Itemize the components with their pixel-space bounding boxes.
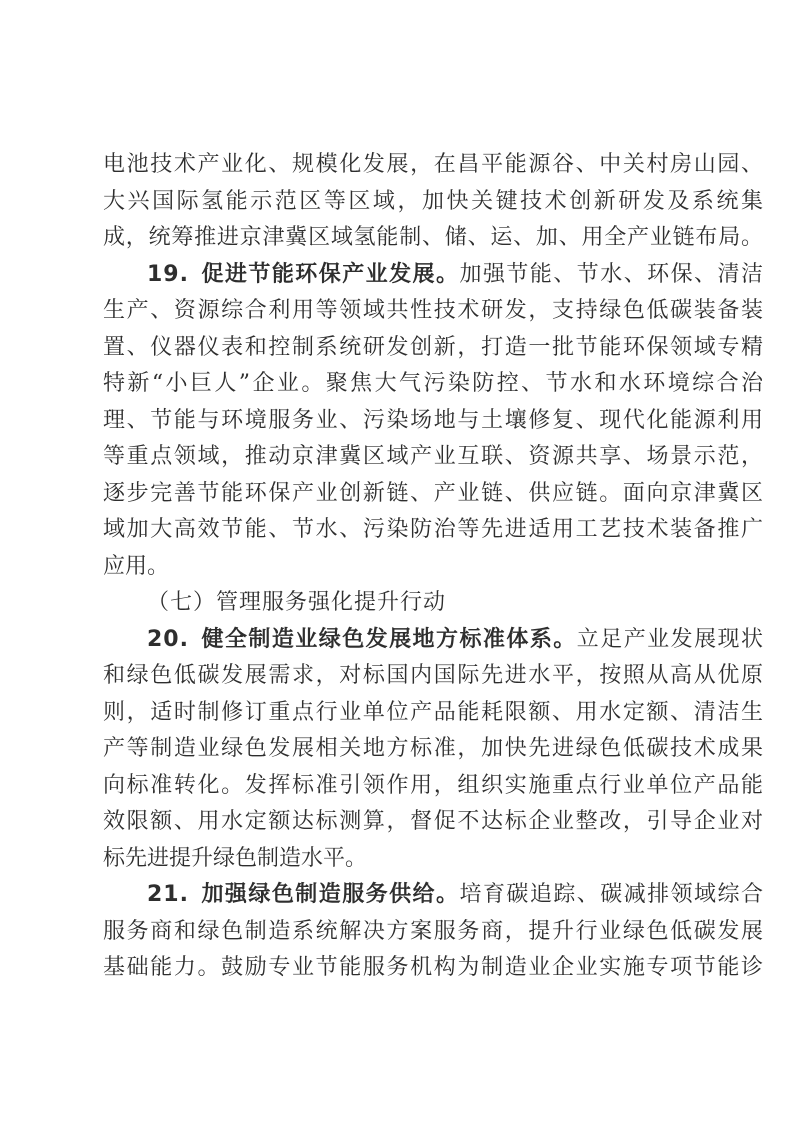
body-line (103, 512, 763, 549)
body-line-text: 逐步完善节能环保产业创新链、产业链、供应链。面向京津冀区 (103, 480, 763, 506)
item-title: 加强绿色制造服务供给。 (199, 882, 460, 907)
body-line (103, 658, 763, 695)
body-line-text: 加强节能、节水、环保、清洁 (459, 261, 763, 287)
body-line-text: 电池技术产业化、规模化发展，在昌平能源谷、中关村房山园、 (103, 152, 763, 177)
body-line-text: 域加大高效节能、节水、污染防治等先进适用工艺技术装备推广 (103, 517, 763, 542)
body-line (103, 731, 763, 768)
body-line (103, 366, 763, 403)
numbered-item-20-lead-line (103, 622, 763, 659)
body-line (103, 147, 763, 184)
numbered-item-19-lead-line (103, 257, 763, 294)
body-line-text: 成，统筹推进京津冀区域氢能制、储、运、加、用全产业链布局。 (103, 225, 763, 250)
numbered-item-21-lead-line (103, 877, 763, 914)
section-heading (103, 585, 763, 622)
body-line (103, 549, 763, 586)
body-line (103, 950, 763, 987)
document-body (103, 147, 763, 987)
body-line-text: 大兴国际氢能示范区等区域，加快关键技术创新研发及系统集 (103, 188, 763, 214)
body-line (103, 330, 763, 367)
item-title: 促进节能环保产业发展。 (199, 261, 460, 287)
body-line-text: 置、仪器仪表和控制系统研发创新，打造一批节能环保领域专精 (103, 334, 763, 360)
body-line-text: 和绿色低碳发展需求，对标国内国际先进水平，按照从高从优原 (103, 663, 763, 688)
body-line-text: 特新“小巨人”企业。聚焦大气污染防控、节水和水环境综合治 (103, 371, 763, 396)
body-line-text: 服务商和绿色制造系统解决方案服务商，提升行业绿色低碳发展 (103, 918, 763, 944)
item-number: 20. (147, 626, 189, 652)
item-number: 19. (147, 261, 189, 287)
section-heading-text: （七）管理服务强化提升行动 (147, 590, 447, 615)
body-line (103, 695, 763, 732)
body-line-text: 产等制造业绿色发展相关地方标准，加快先进绿色低碳技术成果 (103, 736, 763, 761)
body-line-text: 标先进提升绿色制造水平。 (103, 845, 368, 871)
body-line-text: 则，适时制修订重点行业单位产品能耗限额、用水定额、清洁生 (103, 699, 763, 725)
body-line (103, 439, 763, 476)
body-line (103, 914, 763, 951)
item-title: 健全制造业绿色发展地方标准体系。 (199, 626, 577, 652)
item-number: 21. (147, 882, 189, 907)
body-line (103, 476, 763, 513)
body-line (103, 841, 763, 878)
body-line-text: 生产、资源综合利用等领域共性技术研发，支持绿色低碳装备装 (103, 298, 763, 323)
body-line (103, 220, 763, 257)
body-line-text: 基础能力。鼓励专业节能服务机构为制造业企业实施专项节能诊 (103, 955, 763, 980)
body-line (103, 403, 763, 440)
body-line-text: 立足产业发展现状 (576, 626, 763, 652)
body-line (103, 804, 763, 841)
body-line-text: 效限额、用水定额达标测算，督促不达标企业整改，引导企业对 (103, 809, 763, 834)
body-line-text: 应用。 (103, 553, 170, 579)
body-line (103, 184, 763, 221)
body-line-text: 培育碳追踪、碳减排领域综合 (459, 882, 763, 907)
body-line-text: 等重点领域，推动京津冀区域产业互联、资源共享、场景示范， (103, 444, 763, 469)
body-line (103, 768, 763, 805)
body-line-text: 理、节能与环境服务业、污染场地与土壤修复、现代化能源利用 (103, 407, 763, 433)
body-line (103, 293, 763, 330)
body-line-text: 向标准转化。发挥标准引领作用，组织实施重点行业单位产品能 (103, 772, 763, 798)
